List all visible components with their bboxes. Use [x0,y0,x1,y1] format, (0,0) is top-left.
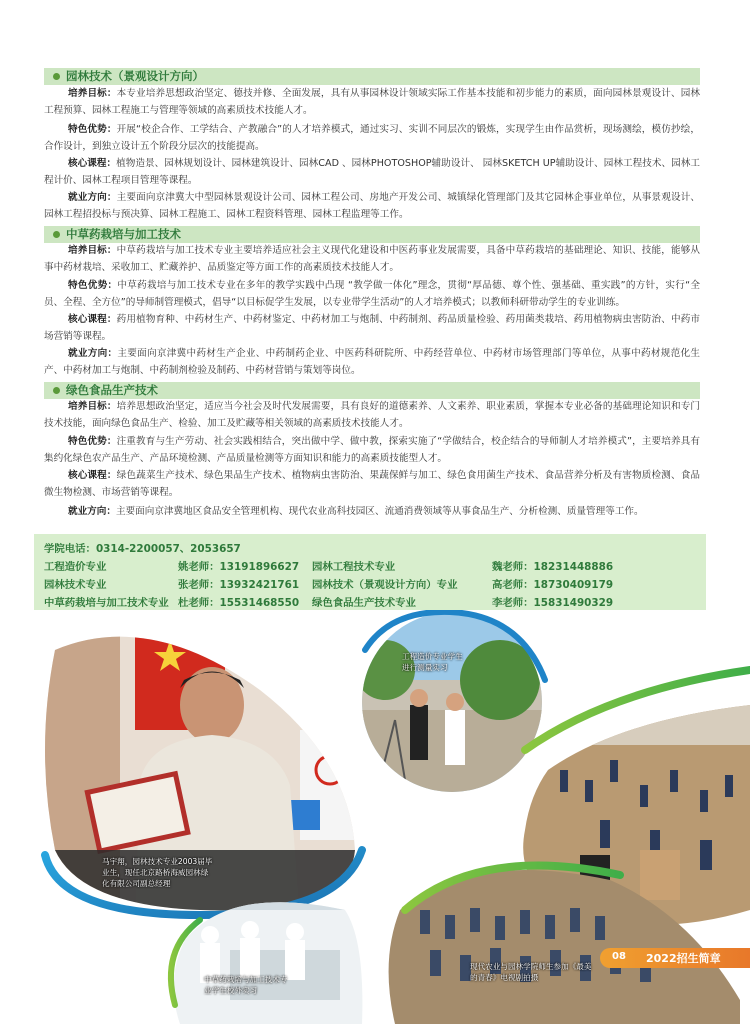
para-landscape-courses [44,155,700,189]
contact-major: 园林工程技术专业 [312,561,396,573]
brochure-title: 2022招生简章 [646,952,721,965]
contact-teacher: 高老师：18730409179 [492,579,614,591]
para-label: 特色优势： [68,280,118,291]
para-label: 培养目标： [68,245,117,256]
para-text: 植物造景、园林规划设计、园林建筑设计、园林CAD 、园林PHOTOSHOP辅助设计、 园林SKETCH UP辅助设计、园林工程技术、园林工程计价、园林工程项目管理等课程。 [44,158,700,187]
section-title-herbs: 中草药栽培与加工技术 [44,226,700,243]
para-greenfood-goal [44,398,700,432]
para-label: 核心课程： [68,470,117,481]
para-herbs-goal [44,242,700,276]
para-label: 就业方向： [68,348,118,359]
contact-major: 绿色食品生产技术专业 [312,597,416,609]
para-label: 就业方向： [68,506,116,517]
para-text: 绿色蔬菜生产技术、绿色果品生产技术、植物病虫害防治、果蔬保鲜与加工、绿色食用菌生产技术、食品营养分析及有害物质检测、食品微生物检测、市场营销等课程。 [44,470,701,499]
para-text: 注重教育与生产劳动、社会实践相结合，突出做中学、做中教，探索实施了“学做结合，校企结合的导师制人才培养模式”，主要培养具有集约化绿色农产品生产、产品环境检测、产品质量检测等方面知识和能力的高素质技能型人才。 [44,436,700,465]
contact-teacher: 姚老师：13191896627 [178,561,300,573]
para-text: 本专业培养思想政治坚定、德技并修、全面发展，具有从事园林设计领域实际工作基本技能和初步能力的素质，面向园林景观设计、园林工程预算、园林工程施工与管理等领域的高素质技术技能人才。 [44,88,701,117]
para-greenfood-career [44,503,700,520]
page-number: 08 [612,951,626,962]
contact-major: 园林技术专业 [44,579,107,591]
para-text: 中草药栽培与加工技术专业在多年的教学实践中凸现 “教学做一体化”理念，贯彻“厚品德、尊个性、强基础、重实践”的方针，实行“全员、全程、全方位”的导师制管理模式，倡导“以目标促学生发展，以专业带学生活动”的人才培养模式；以教师科研带动学生的专业训练。 [44,280,701,309]
para-text: 中草药栽培与加工技术专业主要培养适应社会主义现代化建设和中医药事业发展需要，具备中草药栽培的基础理论、知识、技能，能够从事中药材栽培、采收加工、贮藏养护、品质鉴定等方面工作的高素质技术技能人才。 [44,245,701,274]
para-herbs-career [44,345,700,379]
para-text: 药用植物育种、中药材生产、中药材鉴定、中药材加工与炮制、中药制剂、药品质量检验、药用菌类栽培、药用植物病虫害防治、中药市场营销等课程。 [44,314,701,343]
contact-teacher: 李老师：15831490329 [492,597,614,609]
para-herbs-courses [44,311,700,345]
college-phone: 学院电话：0314-2200057、2053657 [44,543,241,555]
para-landscape-goal [44,85,700,119]
survey-caption: 工程造价专业学生进行测量实习 [402,652,463,672]
para-landscape-feature [44,121,700,155]
contact-teacher: 杜老师：15531468550 [178,597,300,609]
para-text: 主要面向京津冀大中型园林景观设计公司、园林工程公司、房地产开发公司、城镇绿化管理部门及其它园林企事业单位，从事景观设计、园林工程招投标与预决算、园林工程施工、园林工程资料管理、园林工程监理等工作。 [44,192,701,221]
contact-major: 园林技术（景观设计方向）专业 [312,579,458,591]
portrait-caption: 马宇翔，园林技术专业2003届毕业生，现任北京路桥海威园林绿化有限公司副总经理 [102,857,213,888]
contact-major: 中草药栽培与加工技术专业 [44,597,169,609]
para-label: 特色优势： [68,124,117,135]
para-herbs-feature [44,277,700,311]
para-label: 培养目标： [68,88,117,99]
contact-teacher: 张老师：13932421761 [178,579,300,591]
para-greenfood-courses [44,467,700,501]
para-landscape-career [44,189,700,223]
para-greenfood-feature [44,433,700,467]
para-label: 核心课程： [68,314,117,325]
para-text: 培养思想政治坚定，适应当今社会及时代发展需要，具有良好的道德素养、人文素养、职业素质，掌握本专业必备的基础理论知识和专门技术技能，面向绿色食品生产、检验、加工及贮藏等相关领域的高素质技术技能人才。 [44,401,701,430]
contact-major: 工程造价专业 [44,561,107,573]
section-title-greenfood: 绿色食品生产技术 [44,382,700,399]
section-title-landscape: 园林技术（景观设计方向） [44,68,700,85]
para-text: 开展“校企合作、工学结合、产教融合”的人才培养模式，通过实习、实训不同层次的锻炼，实现学生由作品赏析，现场测绘，模仿抄绘，合作设计，到独立设计五个阶段分层次的技能提高。 [44,124,700,153]
para-label: 特色优势： [68,436,117,447]
para-text: 主要面向京津冀地区食品安全管理机构、现代农业高科技园区、流通消费领域等从事食品生产、分析检测、质量管理等工作。 [115,506,644,517]
para-label: 培养目标： [68,401,117,412]
para-text: 主要面向京津冀中药材生产企业、中药制药企业、中医药科研院所、中药经营单位、中药材市场管理部门等单位，从事中药材规范化生产、中药材加工与炮制、中药制剂检验及制药、中药材营销与策划等岗位。 [44,348,701,377]
para-label: 就业方向： [68,192,117,203]
contact-teacher: 魏老师：18231448886 [492,561,614,573]
para-label: 核心课程： [68,158,117,169]
field-caption: 现代农业与园林学院师生参加《最美的青春》电视剧拍摄 [470,962,592,982]
herb-caption: 中草药栽培与加工技术专业学生校外实习 [204,975,288,995]
